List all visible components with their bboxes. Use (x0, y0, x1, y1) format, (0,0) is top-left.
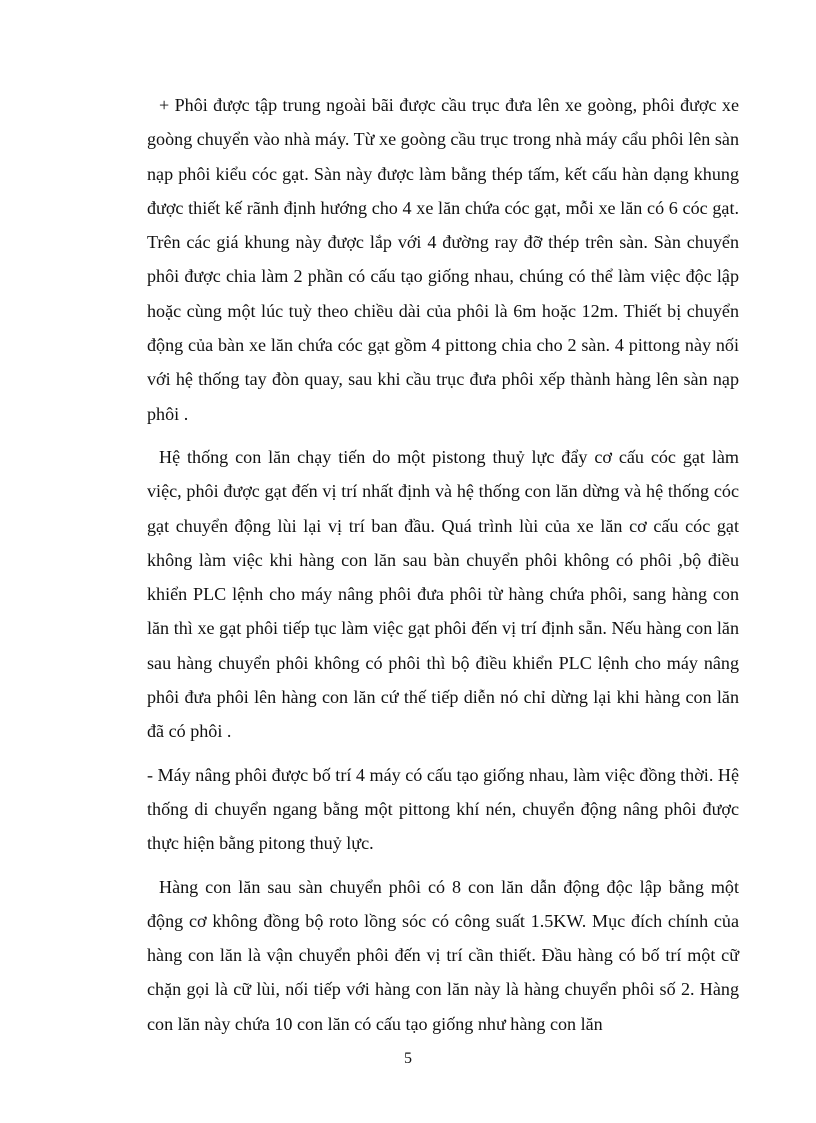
page-number: 5 (404, 1050, 412, 1067)
body-text (147, 88, 739, 1041)
paragraph-lifting-machine: - Máy nâng phôi được bố trí 4 máy có cấu tạo giống nhau, làm việc đồng thời. Hệ thống di chuyển ngang bằng một pittong khí nén, chuyển động nâng phôi được thực hiện bằng pitong thuỷ lực. (147, 764, 739, 854)
paragraph-roller-system: Hệ thống con lăn chạy tiến do một pistong thuỷ lực đẩy cơ cấu cóc gạt làm việc, phôi được gạt đến vị trí nhất định và hệ thống con lăn dừng và hệ thống cóc gạt chuyển động lùi lại vị trí ban đầu. Quá trình lùi của xe lăn cơ cấu cóc gạt không làm việc khi hàng con lăn sau bàn chuyển phôi không có phôi ,bộ điều khiển PLC lệnh cho máy nâng phôi đưa phôi từ hàng chứa phôi, sang hàng con lăn thì xe gạt phôi tiếp tục làm việc gạt phôi đến vị trí định sẵn. Nếu hàng con lăn sau hàng chuyển phôi không có phôi thì bộ điều khiển PLC lệnh cho máy nâng phôi đưa phôi lên hàng con lăn cứ thế tiếp diễn nó chỉ dừng lại khi hàng con lăn đã có phôi . (147, 446, 739, 742)
paragraph-billet-loading: + Phôi được tập trung ngoài bãi được cầu trục đưa lên xe goòng, phôi được xe goòng chuyển vào nhà máy. Từ xe goòng cầu trục trong nhà máy cẩu phôi lên sàn nạp phôi kiểu cóc gạt. Sàn này được làm bằng thép tấm, kết cấu hàn dạng khung được thiết kế rãnh định hướng cho 4 xe lăn chứa cóc gạt, mỗi xe lăn có 6 cóc gạt. Trên các giá khung này được lắp với 4 đường ray đỡ thép trên sàn. Sàn chuyển phôi được chia làm 2 phần có cấu tạo giống nhau, chúng có thể làm việc độc lập hoặc cùng một lúc tuỳ theo chiều dài của phôi là 6m hoặc 12m. Thiết bị chuyển động của bàn xe lăn chứa cóc gạt gồm 4 pittong chia cho 2 sàn. 4 pittong này nối với hệ thống tay đòn quay, sau khi cầu trục đưa phôi xếp thành hàng lên sàn nạp phôi . (147, 95, 739, 424)
paragraph-roller-line: Hàng con lăn sau sàn chuyển phôi có 8 con lăn dẫn động độc lập bằng một động cơ không đồng bộ roto lồng sóc có công suất 1.5KW. Mục đích chính của hàng con lăn là vận chuyển phôi đến vị trí cần thiết. Đầu hàng có bố trí một cữ chặn gọi là cữ lùi, nối tiếp với hàng con lăn này là hàng chuyển phôi số 2. Hàng con lăn này chứa 10 con lăn có cấu tạo giống như hàng con lăn (147, 876, 739, 1034)
